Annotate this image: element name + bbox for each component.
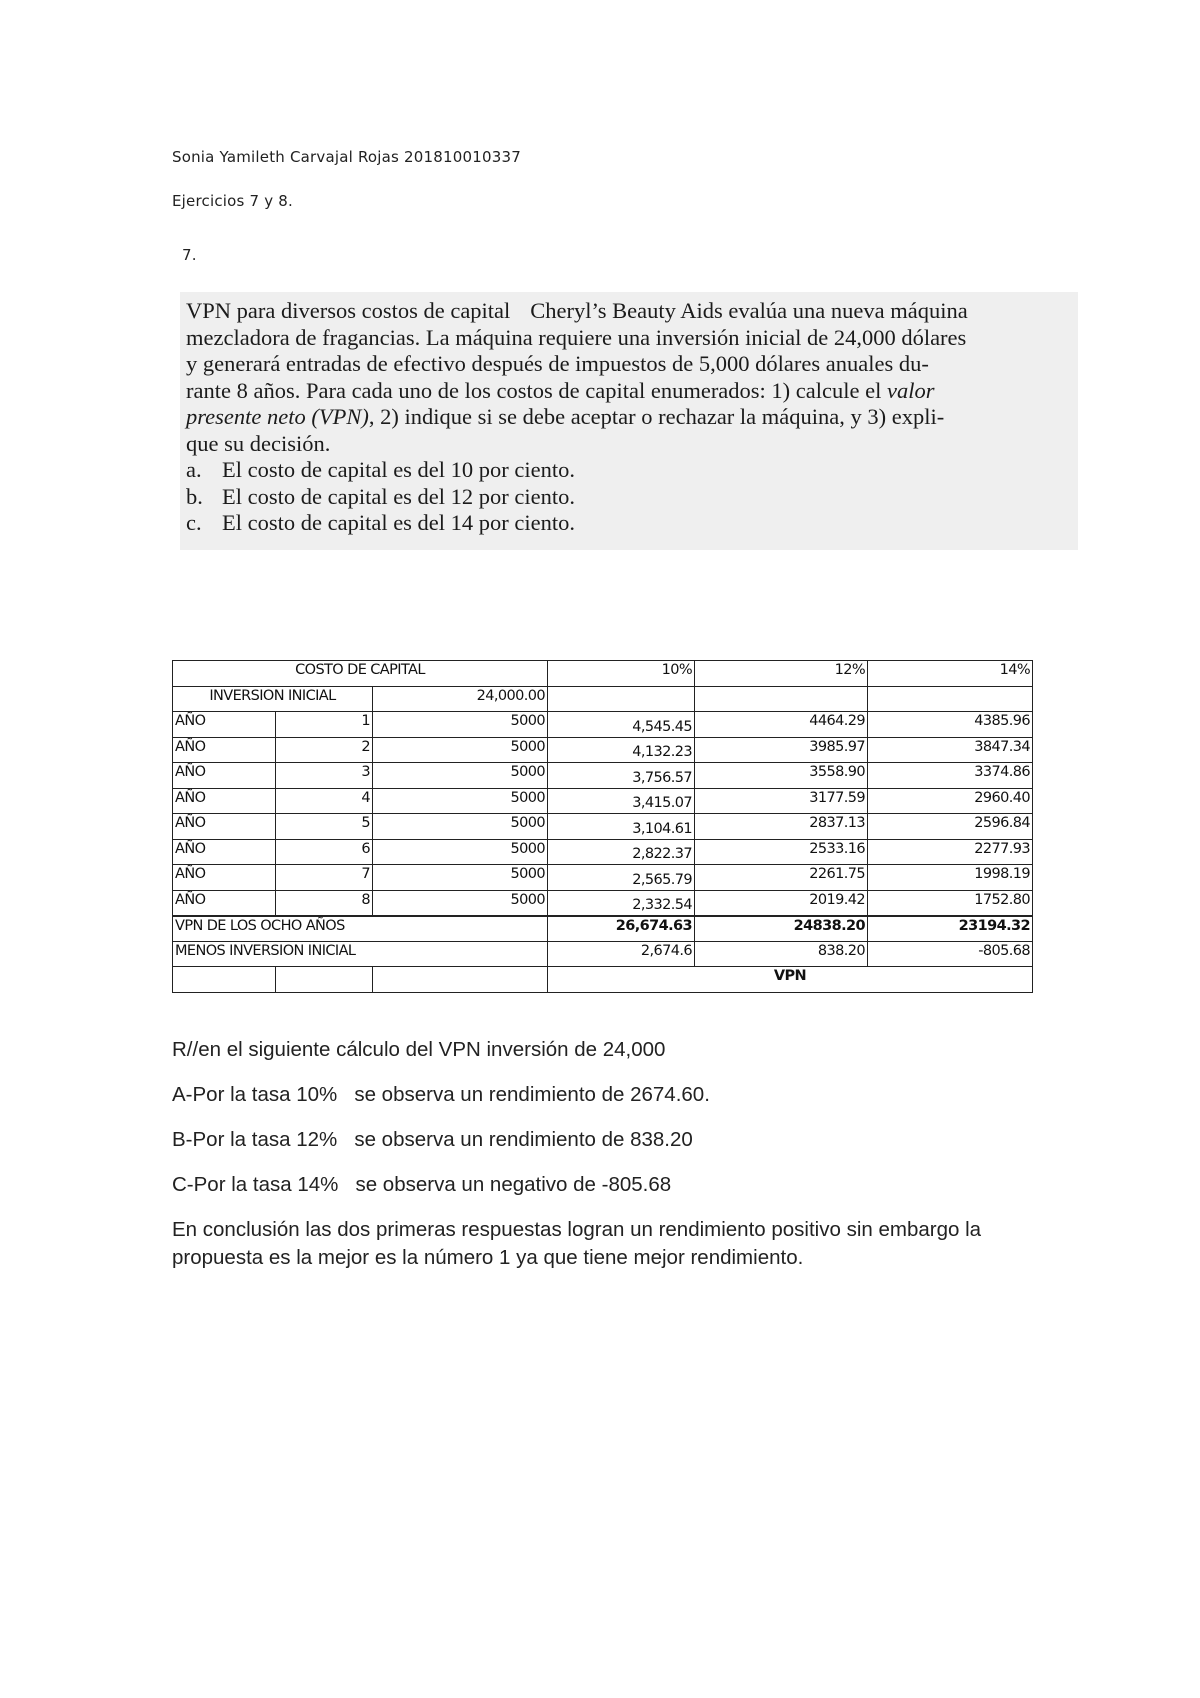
year-rows xyxy=(173,712,1033,916)
problem-line: mezcladora de fragancias. La máquina requiere una inversión inicial de 24,000 dólares xyxy=(186,324,967,350)
pv-12: 2261.75 xyxy=(695,865,868,891)
problem-statement-image xyxy=(180,292,1078,550)
exercise-number: 7. xyxy=(182,246,197,264)
pv-12: 2533.16 xyxy=(695,839,868,865)
cash-flow: 5000 xyxy=(373,839,548,865)
initial-investment-value: 24,000.00 xyxy=(373,686,548,712)
total-12: 24838.20 xyxy=(695,916,868,942)
total-14: 23194.32 xyxy=(868,916,1033,942)
year-number: 2 xyxy=(276,737,373,763)
italic-term: presente neto (VPN) xyxy=(186,404,369,429)
minus-initial-label: MENOS INVERSION INICIAL xyxy=(173,941,548,967)
table-row xyxy=(173,763,1033,789)
pv-10: 4,545.45 xyxy=(548,712,695,738)
table-row xyxy=(173,890,1033,916)
year-label: AÑO xyxy=(173,763,276,789)
pv-12: 2837.13 xyxy=(695,814,868,840)
answer-item-a: A-Por la tasa 10% se observa un rendimiento de 2674.60. xyxy=(172,1083,710,1106)
total-label: VPN DE LOS OCHO AÑOS xyxy=(173,916,548,942)
cash-flow: 5000 xyxy=(373,865,548,891)
pv-14: 1752.80 xyxy=(868,890,1033,916)
problem-text xyxy=(186,298,1070,457)
cost-of-capital-label: COSTO DE CAPITAL xyxy=(173,661,548,687)
pv-14: 3847.34 xyxy=(868,737,1033,763)
answer-item-b: B-Por la tasa 12% se observa un rendimiento de 838.20 xyxy=(172,1128,693,1151)
pv-14: 2596.84 xyxy=(868,814,1033,840)
pv-14: 4385.96 xyxy=(868,712,1033,738)
footer-row xyxy=(173,967,1033,993)
option-a: a. El costo de capital es del 10 por ciento. xyxy=(186,457,576,482)
year-number: 8 xyxy=(276,890,373,916)
cash-flow: 5000 xyxy=(373,712,548,738)
vpn-table xyxy=(172,660,1033,993)
problem-line: que su decisión. xyxy=(186,430,331,456)
table-header-row xyxy=(173,661,1033,687)
cash-flow: 5000 xyxy=(373,814,548,840)
problem-line: rante 8 años. Para cada uno de los costos de capital enumerados: 1) calcule el xyxy=(186,377,882,403)
initial-investment-label: INVERSION INICIAL xyxy=(173,686,373,712)
answer-item-c: C-Por la tasa 14% se observa un negativo de -805.68 xyxy=(172,1173,672,1196)
answer-section xyxy=(172,1036,1032,1289)
pv-10: 3,104.61 xyxy=(548,814,695,840)
cash-flow: 5000 xyxy=(373,763,548,789)
rate-12: 12% xyxy=(695,661,868,687)
problem-line: Cheryl’s Beauty Aids evalúa una nueva máquina xyxy=(530,298,968,323)
table-row xyxy=(173,865,1033,891)
table-row xyxy=(173,788,1033,814)
pv-10: 3,415.07 xyxy=(548,788,695,814)
year-label: AÑO xyxy=(173,737,276,763)
year-number: 4 xyxy=(276,788,373,814)
year-label: AÑO xyxy=(173,712,276,738)
net-row xyxy=(173,941,1033,967)
total-10: 26,674.63 xyxy=(548,916,695,942)
total-row xyxy=(173,916,1033,942)
pv-12: 2019.42 xyxy=(695,890,868,916)
italic-term: valor xyxy=(886,377,935,403)
answer-conclusion: En conclusión las dos primeras respuestas logran un rendimiento positivo sin embargo la propuesta es la mejor es la número 1 ya que tiene mejor rendimiento. xyxy=(172,1218,982,1269)
pv-12: 3558.90 xyxy=(695,763,868,789)
exercises-heading: Ejercicios 7 y 8. xyxy=(172,192,293,210)
pv-10: 3,756.57 xyxy=(548,763,695,789)
vpn-footer-label: VPN xyxy=(548,967,1033,993)
option-c: c. El costo de capital es del 14 por ciento. xyxy=(186,510,576,535)
table-row xyxy=(173,737,1033,763)
pv-14: 2277.93 xyxy=(868,839,1033,865)
year-number: 6 xyxy=(276,839,373,865)
problem-line: , 2) indique si se debe aceptar o rechazar la máquina, y 3) expli- xyxy=(368,404,945,429)
cash-flow: 5000 xyxy=(373,737,548,763)
problem-title: VPN para diversos costos de capital xyxy=(186,298,511,323)
rate-14: 14% xyxy=(868,661,1033,687)
pv-14: 2960.40 xyxy=(868,788,1033,814)
option-b: b. El costo de capital es del 12 por ciento. xyxy=(186,483,576,509)
initial-investment-row xyxy=(173,686,1033,712)
pv-10: 2,332.54 xyxy=(548,890,695,916)
pv-14: 1998.19 xyxy=(868,865,1033,891)
year-label: AÑO xyxy=(173,814,276,840)
table-row xyxy=(173,814,1033,840)
year-number: 3 xyxy=(276,763,373,789)
answer-intro: R//en el siguiente cálculo del VPN inversión de 24,000 xyxy=(172,1038,666,1061)
pv-14: 3374.86 xyxy=(868,763,1033,789)
cash-flow: 5000 xyxy=(373,890,548,916)
year-number: 1 xyxy=(276,712,373,738)
table-row xyxy=(173,839,1033,865)
pv-12: 3177.59 xyxy=(695,788,868,814)
problem-line: y generará entradas de efectivo después de impuestos de 5,000 dólares anuales du- xyxy=(186,351,929,376)
year-label: AÑO xyxy=(173,865,276,891)
cash-flow: 5000 xyxy=(373,788,548,814)
year-label: AÑO xyxy=(173,839,276,865)
year-label: AÑO xyxy=(173,788,276,814)
pv-12: 4464.29 xyxy=(695,712,868,738)
pv-12: 3985.97 xyxy=(695,737,868,763)
year-number: 7 xyxy=(276,865,373,891)
pv-10: 4,132.23 xyxy=(548,737,695,763)
year-label: AÑO xyxy=(173,890,276,916)
table-row xyxy=(173,712,1033,738)
net-12: 838.20 xyxy=(695,941,868,967)
pv-10: 2,565.79 xyxy=(548,865,695,891)
author-line: Sonia Yamileth Carvajal Rojas 201810010337 xyxy=(172,148,521,166)
rate-10: 10% xyxy=(548,661,695,687)
net-14: -805.68 xyxy=(868,941,1033,967)
pv-10: 2,822.37 xyxy=(548,839,695,865)
year-number: 5 xyxy=(276,814,373,840)
net-10: 2,674.6 xyxy=(548,941,695,967)
